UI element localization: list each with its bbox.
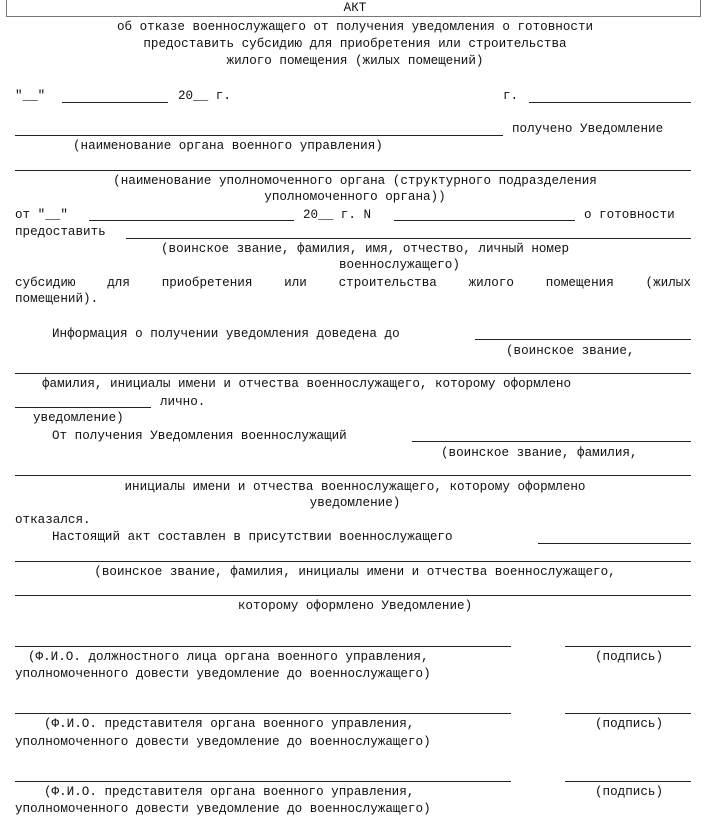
signature-caption-1: (Ф.И.О. представителя органа военного управления, [44,785,415,799]
presence-serviceman-field-3[interactable] [15,595,691,596]
info-recipient-field[interactable] [475,339,691,340]
document-title: АКТ [343,1,367,15]
signature-name-field[interactable] [15,713,511,714]
signature-sign-caption: (подпись) [595,785,664,799]
provide-text: предоставить [15,225,106,239]
authorized-body-field[interactable] [15,170,691,171]
document-subtitle-line-3: жилого помещения (жилых помещений) [226,54,484,68]
from-date-month-field[interactable] [89,220,294,221]
date-day: "__" [15,89,46,103]
military-body-field[interactable] [15,135,503,136]
presence-serviceman-field-2[interactable] [15,561,691,562]
info-rank-caption: (воинское звание, [506,344,635,358]
info-fio-caption: фамилия, инициалы имени и отчества военнослужащего, которому оформлено [42,377,572,391]
notice-number-field[interactable] [394,220,575,221]
subsidy-word: для [107,276,130,290]
signature-field[interactable] [565,646,691,647]
info-notice-caption: уведомление) [33,411,124,425]
document-subtitle-line-1: об отказе военнослужащего от получения уведомления о готовности [116,20,594,34]
refusal-serviceman-field-2[interactable] [15,475,691,476]
presence-text: Настоящий акт составлен в присутствии военнослужащего [52,530,453,544]
subsidy-word: жилого [468,276,514,290]
signature-caption-1: (Ф.И.О. представителя органа военного управления, [44,717,415,731]
authorized-body-caption-1: (наименование уполномоченного органа (структурного подразделения [113,174,597,188]
from-date-day: от "__" [15,208,68,222]
subsidy-word: или [284,276,307,290]
subsidy-text-line-2: помещений). [15,292,99,306]
signature-sign-caption: (подпись) [595,717,664,731]
serviceman-field[interactable] [126,238,691,239]
refusal-initials-caption-1: инициалы имени и отчества военнослужащего, которому оформлено [124,480,586,494]
document-subtitle-line-2: предоставить субсидию для приобретения или строительства [143,37,567,51]
refusal-serviceman-field[interactable] [412,441,691,442]
presence-serviceman-field[interactable] [538,543,691,544]
signature-field[interactable] [565,781,691,782]
signature-caption-2: уполномоченного довести уведомление до военнослужащего) [15,802,431,816]
subsidy-word: строительства [338,276,437,290]
signature-caption-2: уполномоченного довести уведомление до военнослужащего) [15,667,431,681]
info-recipient-field-2[interactable] [15,373,691,374]
refusal-text: От получения Уведомления военнослужащий [52,429,347,443]
received-notice-text: получено Уведомление [512,122,664,136]
presence-caption-2: которому оформлено Уведомление) [237,599,473,613]
signature-field[interactable] [565,713,691,714]
info-notice-field[interactable] [15,407,151,408]
readiness-text: о готовности [584,208,675,222]
presence-caption-1: (воинское звание, фамилия, инициалы имени и отчества военнослужащего, [94,565,616,579]
signature-caption-1: (Ф.И.О. должностного лица органа военного управления, [28,650,429,664]
city-field[interactable] [529,102,691,103]
subsidy-word: субсидию [15,276,76,290]
date-year: 20__ г. [178,89,231,103]
authorized-body-caption-2: уполномоченного органа)) [264,190,446,204]
signature-sign-caption: (подпись) [595,650,664,664]
serviceman-caption-1: (воинское звание, фамилия, имя, отчество, личный номер [161,242,570,256]
subsidy-text-line-1 [15,276,691,290]
refused-text: отказался. [15,513,91,527]
refusal-rank-caption: (воинское звание, фамилия, [441,446,638,460]
info-text: Информация о получении уведомления доведена до [52,327,400,341]
date-month-field[interactable] [62,102,168,103]
subsidy-word: (жилых [645,276,691,290]
serviceman-caption-2: военнослужащего) [339,258,460,272]
signature-name-field[interactable] [15,781,511,782]
signature-caption-2: уполномоченного довести уведомление до военнослужащего) [15,735,431,749]
refusal-initials-caption-2: уведомление) [309,496,401,510]
subsidy-word: приобретения [161,276,253,290]
city-prefix: г. [503,89,519,103]
signature-name-field[interactable] [15,646,511,647]
personally-text: лично. [160,395,206,409]
from-date-year-number: 20__ г. N [303,208,372,222]
military-body-caption: (наименование органа военного управления) [73,139,383,153]
subsidy-word: помещения [545,276,614,290]
